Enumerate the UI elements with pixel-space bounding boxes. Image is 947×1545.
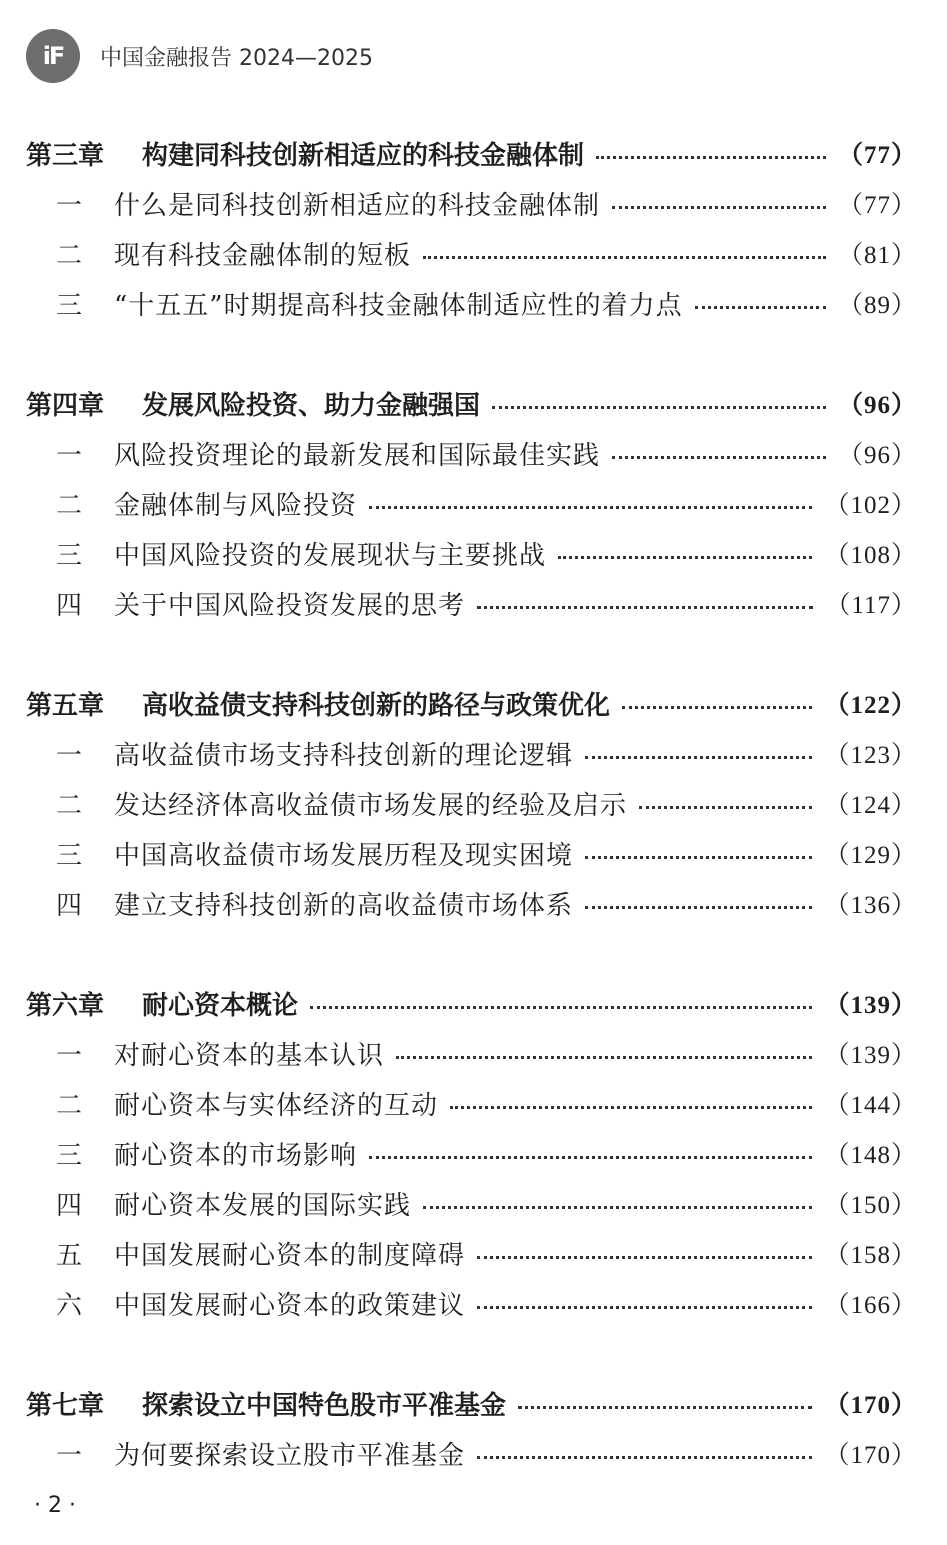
dot-leader (585, 856, 812, 859)
chapter-block (26, 1378, 917, 1478)
entry-page: （139） (824, 992, 917, 1019)
entry-number: 三 (56, 540, 83, 571)
entry-page: （81） (837, 242, 917, 269)
section-entry[interactable] (26, 1028, 917, 1078)
dot-leader (477, 606, 813, 609)
section-entry[interactable] (26, 428, 917, 478)
entry-page: （102） (824, 492, 917, 519)
entry-page: （129） (824, 842, 917, 869)
page-number: · 2 · (34, 1493, 76, 1518)
section-entry[interactable] (26, 728, 917, 778)
table-of-contents (26, 128, 917, 1528)
chapter-block (26, 678, 917, 928)
dot-leader (612, 206, 826, 209)
chapter-block (26, 128, 917, 328)
dot-leader (596, 156, 826, 159)
entry-page: （144） (824, 1092, 917, 1119)
section-entry[interactable] (26, 478, 917, 528)
entry-title: 中国发展耐心资本的政策建议 (114, 1290, 466, 1321)
entry-title: 建立支持科技创新的高收益债市场体系 (114, 890, 574, 921)
entry-number: 第六章 (26, 990, 105, 1021)
section-entry[interactable] (26, 1278, 917, 1328)
entry-number: 一 (56, 1440, 83, 1471)
dot-leader (310, 1006, 812, 1009)
publisher-logo (26, 29, 80, 83)
entry-title: 中国高收益债市场发展历程及现实困境 (114, 840, 574, 871)
entry-number: 四 (56, 890, 83, 921)
entry-page: （148） (824, 1142, 917, 1169)
dot-leader (477, 1256, 812, 1259)
entry-number: 二 (56, 240, 83, 271)
entry-page: （166） (824, 1292, 917, 1319)
chapter-entry[interactable] (26, 378, 917, 428)
entry-number: 二 (56, 1090, 83, 1121)
entry-page: （139） (824, 1042, 917, 1069)
section-entry[interactable] (26, 878, 917, 928)
entry-title: 耐心资本的市场影响 (114, 1140, 358, 1171)
entry-title: 构建同科技创新相适应的科技金融体制 (142, 140, 585, 171)
entry-title: 金融体制与风险投资 (114, 490, 358, 521)
section-entry[interactable] (26, 528, 917, 578)
dot-leader (622, 706, 812, 709)
dot-leader (585, 756, 812, 759)
entry-title: 中国风险投资的发展现状与主要挑战 (114, 540, 547, 571)
dot-leader (492, 406, 826, 409)
dot-leader (396, 1056, 812, 1059)
logo-text: iF (42, 42, 64, 70)
entry-title: 耐心资本概论 (142, 990, 299, 1021)
section-entry[interactable] (26, 1228, 917, 1278)
section-entry[interactable] (26, 828, 917, 878)
entry-title: 发达经济体高收益债市场发展的经验及启示 (114, 790, 628, 821)
chapter-entry[interactable] (26, 678, 917, 728)
entry-title: 关于中国风险投资发展的思考 (114, 590, 466, 621)
entry-number: 一 (56, 1040, 83, 1071)
section-entry[interactable] (26, 578, 917, 628)
chapter-block (26, 978, 917, 1328)
running-header (26, 28, 373, 84)
entry-number: 四 (56, 1190, 83, 1221)
entry-page: （96） (837, 392, 917, 419)
entry-title: 中国发展耐心资本的制度障碍 (114, 1240, 466, 1271)
entry-page: （117） (825, 592, 917, 619)
dot-leader (558, 556, 812, 559)
entry-number: 一 (56, 740, 83, 771)
dot-leader (612, 456, 826, 459)
entry-number: 五 (56, 1240, 83, 1271)
section-entry[interactable] (26, 228, 917, 278)
entry-number: 三 (56, 840, 83, 871)
entry-page: （108） (824, 542, 917, 569)
section-entry[interactable] (26, 778, 917, 828)
dot-leader (423, 1206, 812, 1209)
dot-leader (477, 1306, 812, 1309)
entry-title: 发展风险投资、助力金融强国 (142, 390, 481, 421)
book-title: 中国金融报告 2024—2025 (100, 45, 373, 71)
entry-number: 第四章 (26, 390, 105, 421)
section-entry[interactable] (26, 1128, 917, 1178)
entry-page: （77） (837, 142, 917, 169)
entry-page: （123） (824, 742, 917, 769)
entry-number: 第五章 (26, 690, 105, 721)
entry-number: 四 (56, 590, 83, 621)
entry-page: （124） (824, 792, 917, 819)
chapter-entry[interactable] (26, 128, 917, 178)
dot-leader (450, 1106, 812, 1109)
entry-number: 二 (56, 790, 83, 821)
entry-title: 现有科技金融体制的短板 (114, 240, 412, 271)
dot-leader (518, 1406, 812, 1409)
entry-number: 六 (56, 1290, 83, 1321)
entry-page: （96） (837, 442, 917, 469)
entry-title: “十五五”时期提高科技金融体制适应性的着力点 (114, 290, 683, 321)
dot-leader (585, 906, 812, 909)
entry-number: 一 (56, 440, 83, 471)
dot-leader (369, 1156, 812, 1159)
entry-title: 耐心资本与实体经济的互动 (114, 1090, 439, 1121)
entry-page: （136） (824, 892, 917, 919)
chapter-entry[interactable] (26, 1378, 917, 1428)
dot-leader (695, 306, 826, 309)
entry-title: 什么是同科技创新相适应的科技金融体制 (114, 190, 601, 221)
chapter-block (26, 378, 917, 628)
section-entry[interactable] (26, 1078, 917, 1128)
entry-page: （170） (824, 1392, 917, 1419)
entry-number: 第三章 (26, 140, 105, 171)
section-entry[interactable] (26, 178, 917, 228)
section-entry[interactable] (26, 278, 917, 328)
entry-page: （150） (824, 1192, 917, 1219)
chapter-entry[interactable] (26, 978, 917, 1028)
dot-leader (477, 1456, 812, 1459)
entry-page: （89） (837, 292, 917, 319)
entry-title: 风险投资理论的最新发展和国际最佳实践 (114, 440, 601, 471)
section-entry[interactable] (26, 1428, 917, 1478)
entry-title: 对耐心资本的基本认识 (114, 1040, 385, 1071)
entry-page: （158） (824, 1242, 917, 1269)
entry-title: 高收益债市场支持科技创新的理论逻辑 (114, 740, 574, 771)
dot-leader (369, 506, 812, 509)
entry-title: 探索设立中国特色股市平准基金 (142, 1390, 507, 1421)
entry-title: 耐心资本发展的国际实践 (114, 1190, 412, 1221)
dot-leader (639, 806, 812, 809)
entry-number: 一 (56, 190, 83, 221)
entry-number: 二 (56, 490, 83, 521)
section-entry[interactable] (26, 1178, 917, 1228)
entry-title: 高收益债支持科技创新的路径与政策优化 (142, 690, 611, 721)
entry-number: 第七章 (26, 1390, 105, 1421)
entry-page: （170） (824, 1442, 917, 1469)
entry-title: 为何要探索设立股市平准基金 (114, 1440, 466, 1471)
entry-number: 三 (56, 1140, 83, 1171)
entry-page: （77） (837, 192, 917, 219)
dot-leader (423, 256, 826, 259)
entry-page: （122） (824, 692, 917, 719)
entry-number: 三 (56, 290, 83, 321)
